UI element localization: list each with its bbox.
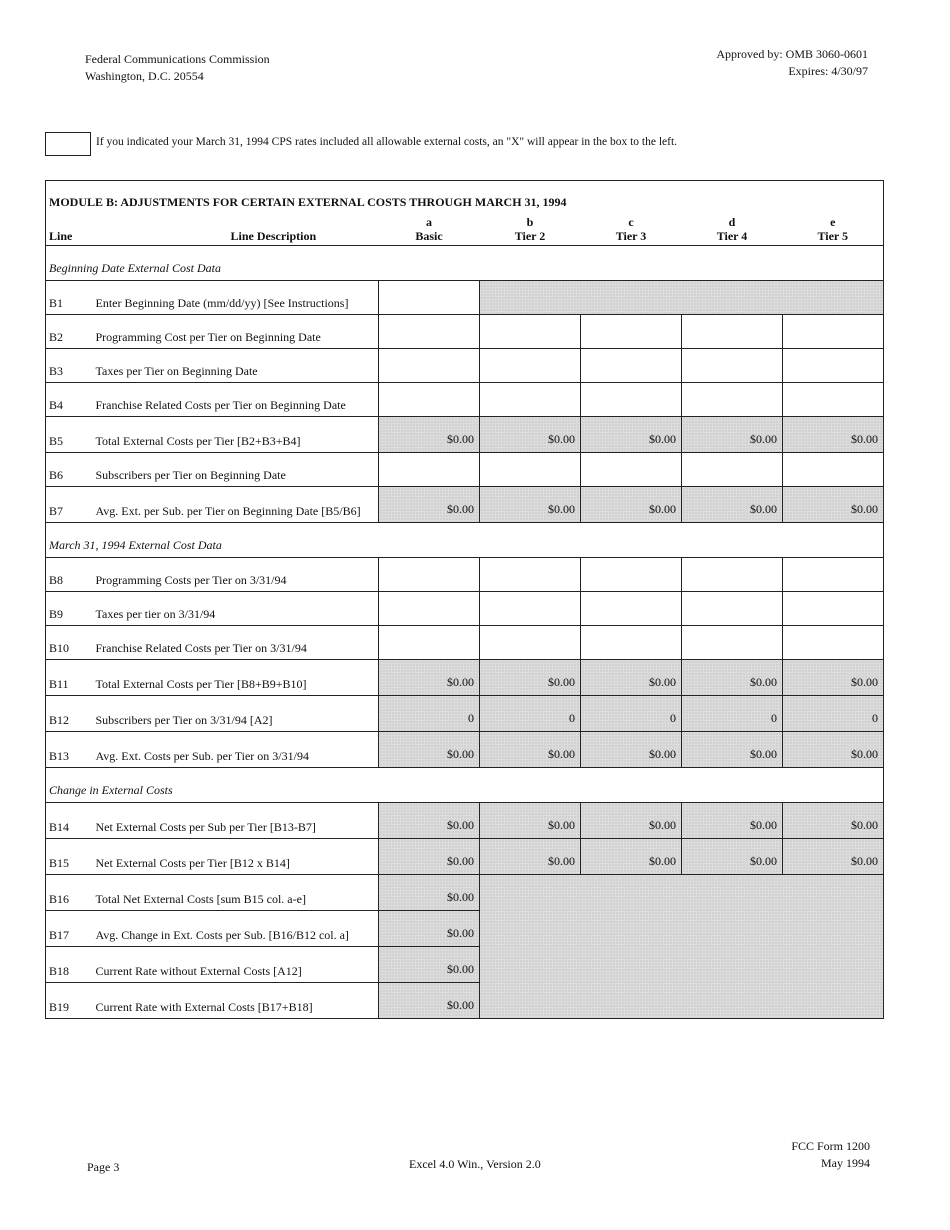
line-id: B18 xyxy=(46,947,91,983)
computed-cell: $0.00 xyxy=(480,839,581,875)
input-cell[interactable] xyxy=(581,315,682,349)
input-cell[interactable] xyxy=(480,453,581,487)
table-row xyxy=(46,732,884,768)
module-title: MODULE B: ADJUSTMENTS FOR CERTAIN EXTERNAL COSTS THROUGH MARCH 31, 1994 xyxy=(46,181,884,212)
computed-cell: $0.00 xyxy=(581,732,682,768)
agency-address: Washington, D.C. 20554 xyxy=(85,69,204,83)
computed-cell: $0.00 xyxy=(379,911,480,947)
computed-cell: $0.00 xyxy=(480,803,581,839)
line-id: B6 xyxy=(46,453,91,487)
line-id: B3 xyxy=(46,349,91,383)
table-row xyxy=(46,592,884,626)
approval-header xyxy=(716,46,868,80)
input-cell[interactable] xyxy=(783,626,884,660)
computed-cell: $0.00 xyxy=(379,875,480,911)
input-cell[interactable] xyxy=(682,558,783,592)
input-cell[interactable] xyxy=(379,315,480,349)
input-cell[interactable] xyxy=(379,592,480,626)
table-row xyxy=(46,349,884,383)
shaded-block xyxy=(480,875,884,1019)
line-id: B16 xyxy=(46,875,91,911)
cps-rates-checkbox[interactable] xyxy=(45,132,91,156)
line-desc: Avg. Ext. per Sub. per Tier on Beginning Date [B5/B6] xyxy=(91,487,379,523)
computed-cell: $0.00 xyxy=(379,487,480,523)
line-id: B19 xyxy=(46,983,91,1019)
computed-cell: $0.00 xyxy=(581,417,682,453)
computed-cell: $0.00 xyxy=(379,947,480,983)
module-b-table xyxy=(45,180,884,1019)
input-cell[interactable] xyxy=(480,315,581,349)
line-desc: Taxes per Tier on Beginning Date xyxy=(91,349,379,383)
cps-note: If you indicated your March 31, 1994 CPS rates included all allowable external costs, an "X" will appear in the box to the left. xyxy=(96,136,678,148)
line-desc: Net External Costs per Sub per Tier [B13-B7] xyxy=(91,803,379,839)
col-line-header: Line xyxy=(46,211,91,246)
computed-cell: $0.00 xyxy=(682,732,783,768)
input-cell[interactable] xyxy=(682,592,783,626)
col-a-header: a Basic xyxy=(379,211,480,246)
line-id: B17 xyxy=(46,911,91,947)
computed-cell: $0.00 xyxy=(379,417,480,453)
computed-cell: $0.00 xyxy=(379,660,480,696)
line-desc: Programming Cost per Tier on Beginning Date xyxy=(91,315,379,349)
section-change: Change in External Costs xyxy=(46,768,884,803)
line-desc: Avg. Change in Ext. Costs per Sub. [B16/B12 col. a] xyxy=(91,911,379,947)
computed-cell: $0.00 xyxy=(682,839,783,875)
line-id: B13 xyxy=(46,732,91,768)
line-desc: Total External Costs per Tier [B2+B3+B4] xyxy=(91,417,379,453)
line-desc: Net External Costs per Tier [B12 x B14] xyxy=(91,839,379,875)
table-row xyxy=(46,660,884,696)
input-cell[interactable] xyxy=(682,453,783,487)
col-d-header: d Tier 4 xyxy=(682,211,783,246)
computed-cell: $0.00 xyxy=(783,660,884,696)
line-desc: Avg. Ext. Costs per Sub. per Tier on 3/31/94 xyxy=(91,732,379,768)
line-desc: Franchise Related Costs per Tier on Beginning Date xyxy=(91,383,379,417)
table-row xyxy=(46,558,884,592)
input-cell[interactable] xyxy=(783,453,884,487)
computed-cell: $0.00 xyxy=(581,839,682,875)
col-e-header: e Tier 5 xyxy=(783,211,884,246)
computed-cell: 0 xyxy=(379,696,480,732)
computed-cell: $0.00 xyxy=(783,839,884,875)
input-cell[interactable] xyxy=(783,383,884,417)
line-desc: Taxes per tier on 3/31/94 xyxy=(91,592,379,626)
input-cell[interactable] xyxy=(581,558,682,592)
line-id: B10 xyxy=(46,626,91,660)
form-id xyxy=(791,1138,870,1172)
computed-cell: $0.00 xyxy=(480,417,581,453)
computed-cell: $0.00 xyxy=(581,487,682,523)
computed-cell: 0 xyxy=(783,696,884,732)
table-row xyxy=(46,839,884,875)
computed-cell: $0.00 xyxy=(379,839,480,875)
input-cell[interactable] xyxy=(682,383,783,417)
computed-cell: $0.00 xyxy=(682,487,783,523)
computed-cell: $0.00 xyxy=(480,732,581,768)
computed-cell: 0 xyxy=(480,696,581,732)
input-cell[interactable] xyxy=(581,626,682,660)
line-id: B9 xyxy=(46,592,91,626)
computed-cell: $0.00 xyxy=(682,803,783,839)
input-cell[interactable] xyxy=(783,349,884,383)
input-cell[interactable] xyxy=(379,383,480,417)
line-id: B2 xyxy=(46,315,91,349)
line-desc: Total Net External Costs [sum B15 col. a-e] xyxy=(91,875,379,911)
input-cell[interactable] xyxy=(783,315,884,349)
line-desc: Current Rate with External Costs [B17+B18] xyxy=(91,983,379,1019)
shaded-cell xyxy=(480,281,884,315)
input-cell[interactable] xyxy=(379,349,480,383)
input-cell[interactable] xyxy=(682,349,783,383)
input-cell[interactable] xyxy=(480,349,581,383)
page-number: Page 3 xyxy=(87,1160,120,1174)
col-c-header: c Tier 3 xyxy=(581,211,682,246)
input-cell[interactable] xyxy=(379,558,480,592)
computed-cell: 0 xyxy=(682,696,783,732)
input-cell[interactable] xyxy=(379,453,480,487)
input-cell[interactable] xyxy=(480,558,581,592)
table-row xyxy=(46,696,884,732)
computed-cell: $0.00 xyxy=(379,983,480,1019)
table-row xyxy=(46,281,884,315)
line-desc: Current Rate without External Costs [A12] xyxy=(91,947,379,983)
column-header-row xyxy=(46,211,884,246)
table-row xyxy=(46,315,884,349)
computed-cell: $0.00 xyxy=(480,660,581,696)
table-row xyxy=(46,417,884,453)
line-id: B12 xyxy=(46,696,91,732)
line-id: B11 xyxy=(46,660,91,696)
line-id: B14 xyxy=(46,803,91,839)
omb-approval: Approved by: OMB 3060-0601 xyxy=(716,47,868,61)
table-row xyxy=(46,875,884,911)
computed-cell: $0.00 xyxy=(783,487,884,523)
input-cell[interactable] xyxy=(783,592,884,626)
line-desc: Franchise Related Costs per Tier on 3/31/94 xyxy=(91,626,379,660)
input-cell[interactable] xyxy=(480,592,581,626)
input-cell[interactable] xyxy=(581,383,682,417)
line-desc: Enter Beginning Date (mm/dd/yy) [See Instructions] xyxy=(91,281,379,315)
table-row xyxy=(46,453,884,487)
computed-cell: $0.00 xyxy=(783,417,884,453)
computed-cell: $0.00 xyxy=(379,803,480,839)
section-march-31: March 31, 1994 External Cost Data xyxy=(46,523,884,558)
line-desc: Total External Costs per Tier [B8+B9+B10] xyxy=(91,660,379,696)
computed-cell: $0.00 xyxy=(783,732,884,768)
computed-cell: $0.00 xyxy=(379,732,480,768)
table-row xyxy=(46,626,884,660)
line-id: B4 xyxy=(46,383,91,417)
input-cell[interactable] xyxy=(379,626,480,660)
line-id: B7 xyxy=(46,487,91,523)
input-cell[interactable] xyxy=(783,558,884,592)
input-cell[interactable] xyxy=(480,383,581,417)
line-id: B15 xyxy=(46,839,91,875)
section-beginning-date: Beginning Date External Cost Data xyxy=(46,246,884,281)
input-cell-b1-a[interactable] xyxy=(379,281,480,315)
input-cell[interactable] xyxy=(480,626,581,660)
agency-header xyxy=(85,51,270,85)
input-cell[interactable] xyxy=(682,626,783,660)
table-row xyxy=(46,803,884,839)
computed-cell: $0.00 xyxy=(682,660,783,696)
software-version: Excel 4.0 Win., Version 2.0 xyxy=(409,1157,541,1171)
computed-cell: $0.00 xyxy=(682,417,783,453)
form-name: FCC Form 1200 xyxy=(791,1139,870,1153)
col-b-header: b Tier 2 xyxy=(480,211,581,246)
line-desc: Programming Costs per Tier on 3/31/94 xyxy=(91,558,379,592)
expiration-date: Expires: 4/30/97 xyxy=(788,64,868,78)
computed-cell: $0.00 xyxy=(581,803,682,839)
computed-cell: $0.00 xyxy=(480,487,581,523)
line-id: B1 xyxy=(46,281,91,315)
input-cell[interactable] xyxy=(581,592,682,626)
agency-name: Federal Communications Commission xyxy=(85,52,270,66)
line-id: B8 xyxy=(46,558,91,592)
line-id: B5 xyxy=(46,417,91,453)
input-cell[interactable] xyxy=(682,315,783,349)
form-date: May 1994 xyxy=(821,1156,870,1170)
input-cell[interactable] xyxy=(581,453,682,487)
computed-cell: $0.00 xyxy=(783,803,884,839)
input-cell[interactable] xyxy=(581,349,682,383)
line-desc: Subscribers per Tier on 3/31/94 [A2] xyxy=(91,696,379,732)
computed-cell: $0.00 xyxy=(581,660,682,696)
line-desc: Subscribers per Tier on Beginning Date xyxy=(91,453,379,487)
col-desc-header: Line Description xyxy=(91,211,379,246)
table-row xyxy=(46,487,884,523)
table-row xyxy=(46,383,884,417)
computed-cell: 0 xyxy=(581,696,682,732)
